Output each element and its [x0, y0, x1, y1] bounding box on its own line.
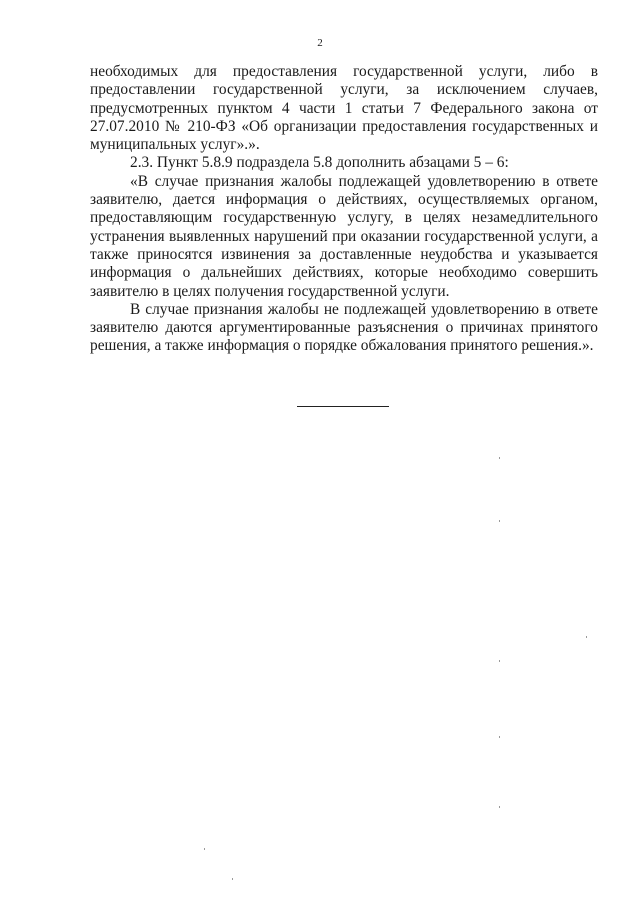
page-number: 2 [317, 37, 323, 49]
scan-speck [499, 660, 500, 662]
scan-speck [586, 636, 587, 638]
paragraph-continuation: необходимых для предоставления государственной услуги, либо в предоставлении государственной услуги, за исключением случаев, предусмотренных пунктом 4 части 1 статьи 7 Федерального закона от 27.07.2010 № 210-ФЗ «Об организации предоставления государственных и муниципальных услуг».». [90, 63, 598, 154]
scan-speck [232, 878, 233, 880]
scan-speck [499, 806, 500, 808]
end-separator-line [297, 406, 389, 407]
scan-speck [499, 736, 500, 738]
scan-speck [499, 457, 500, 459]
paragraph-amendment-heading: 2.3. Пункт 5.8.9 подраздела 5.8 дополнить абзацами 5 – 6: [130, 154, 509, 172]
scan-speck [499, 520, 500, 522]
paragraph-complaint-satisfied: «В случае признания жалобы подлежащей удовлетворению в ответе заявителю, дается информация о действиях, осуществляемых органом, предоставляющим государственную услугу, в целях незамедлительного устранения выявленных нарушений при оказании государственной услуги, а также приносятся извинения за доставленные неудобства и указывается информация о дальнейших действиях, которые необходимо совершить заявителю в целях получения государственной услуги. [90, 172, 598, 300]
scan-speck [204, 848, 205, 850]
paragraph-complaint-rejected: В случае признания жалобы не подлежащей удовлетворению в ответе заявителю даются аргументированные разъяснения о причинах принятого решения, а также информация о порядке обжалования принятого решения.». [90, 300, 598, 355]
document-body [90, 63, 598, 356]
